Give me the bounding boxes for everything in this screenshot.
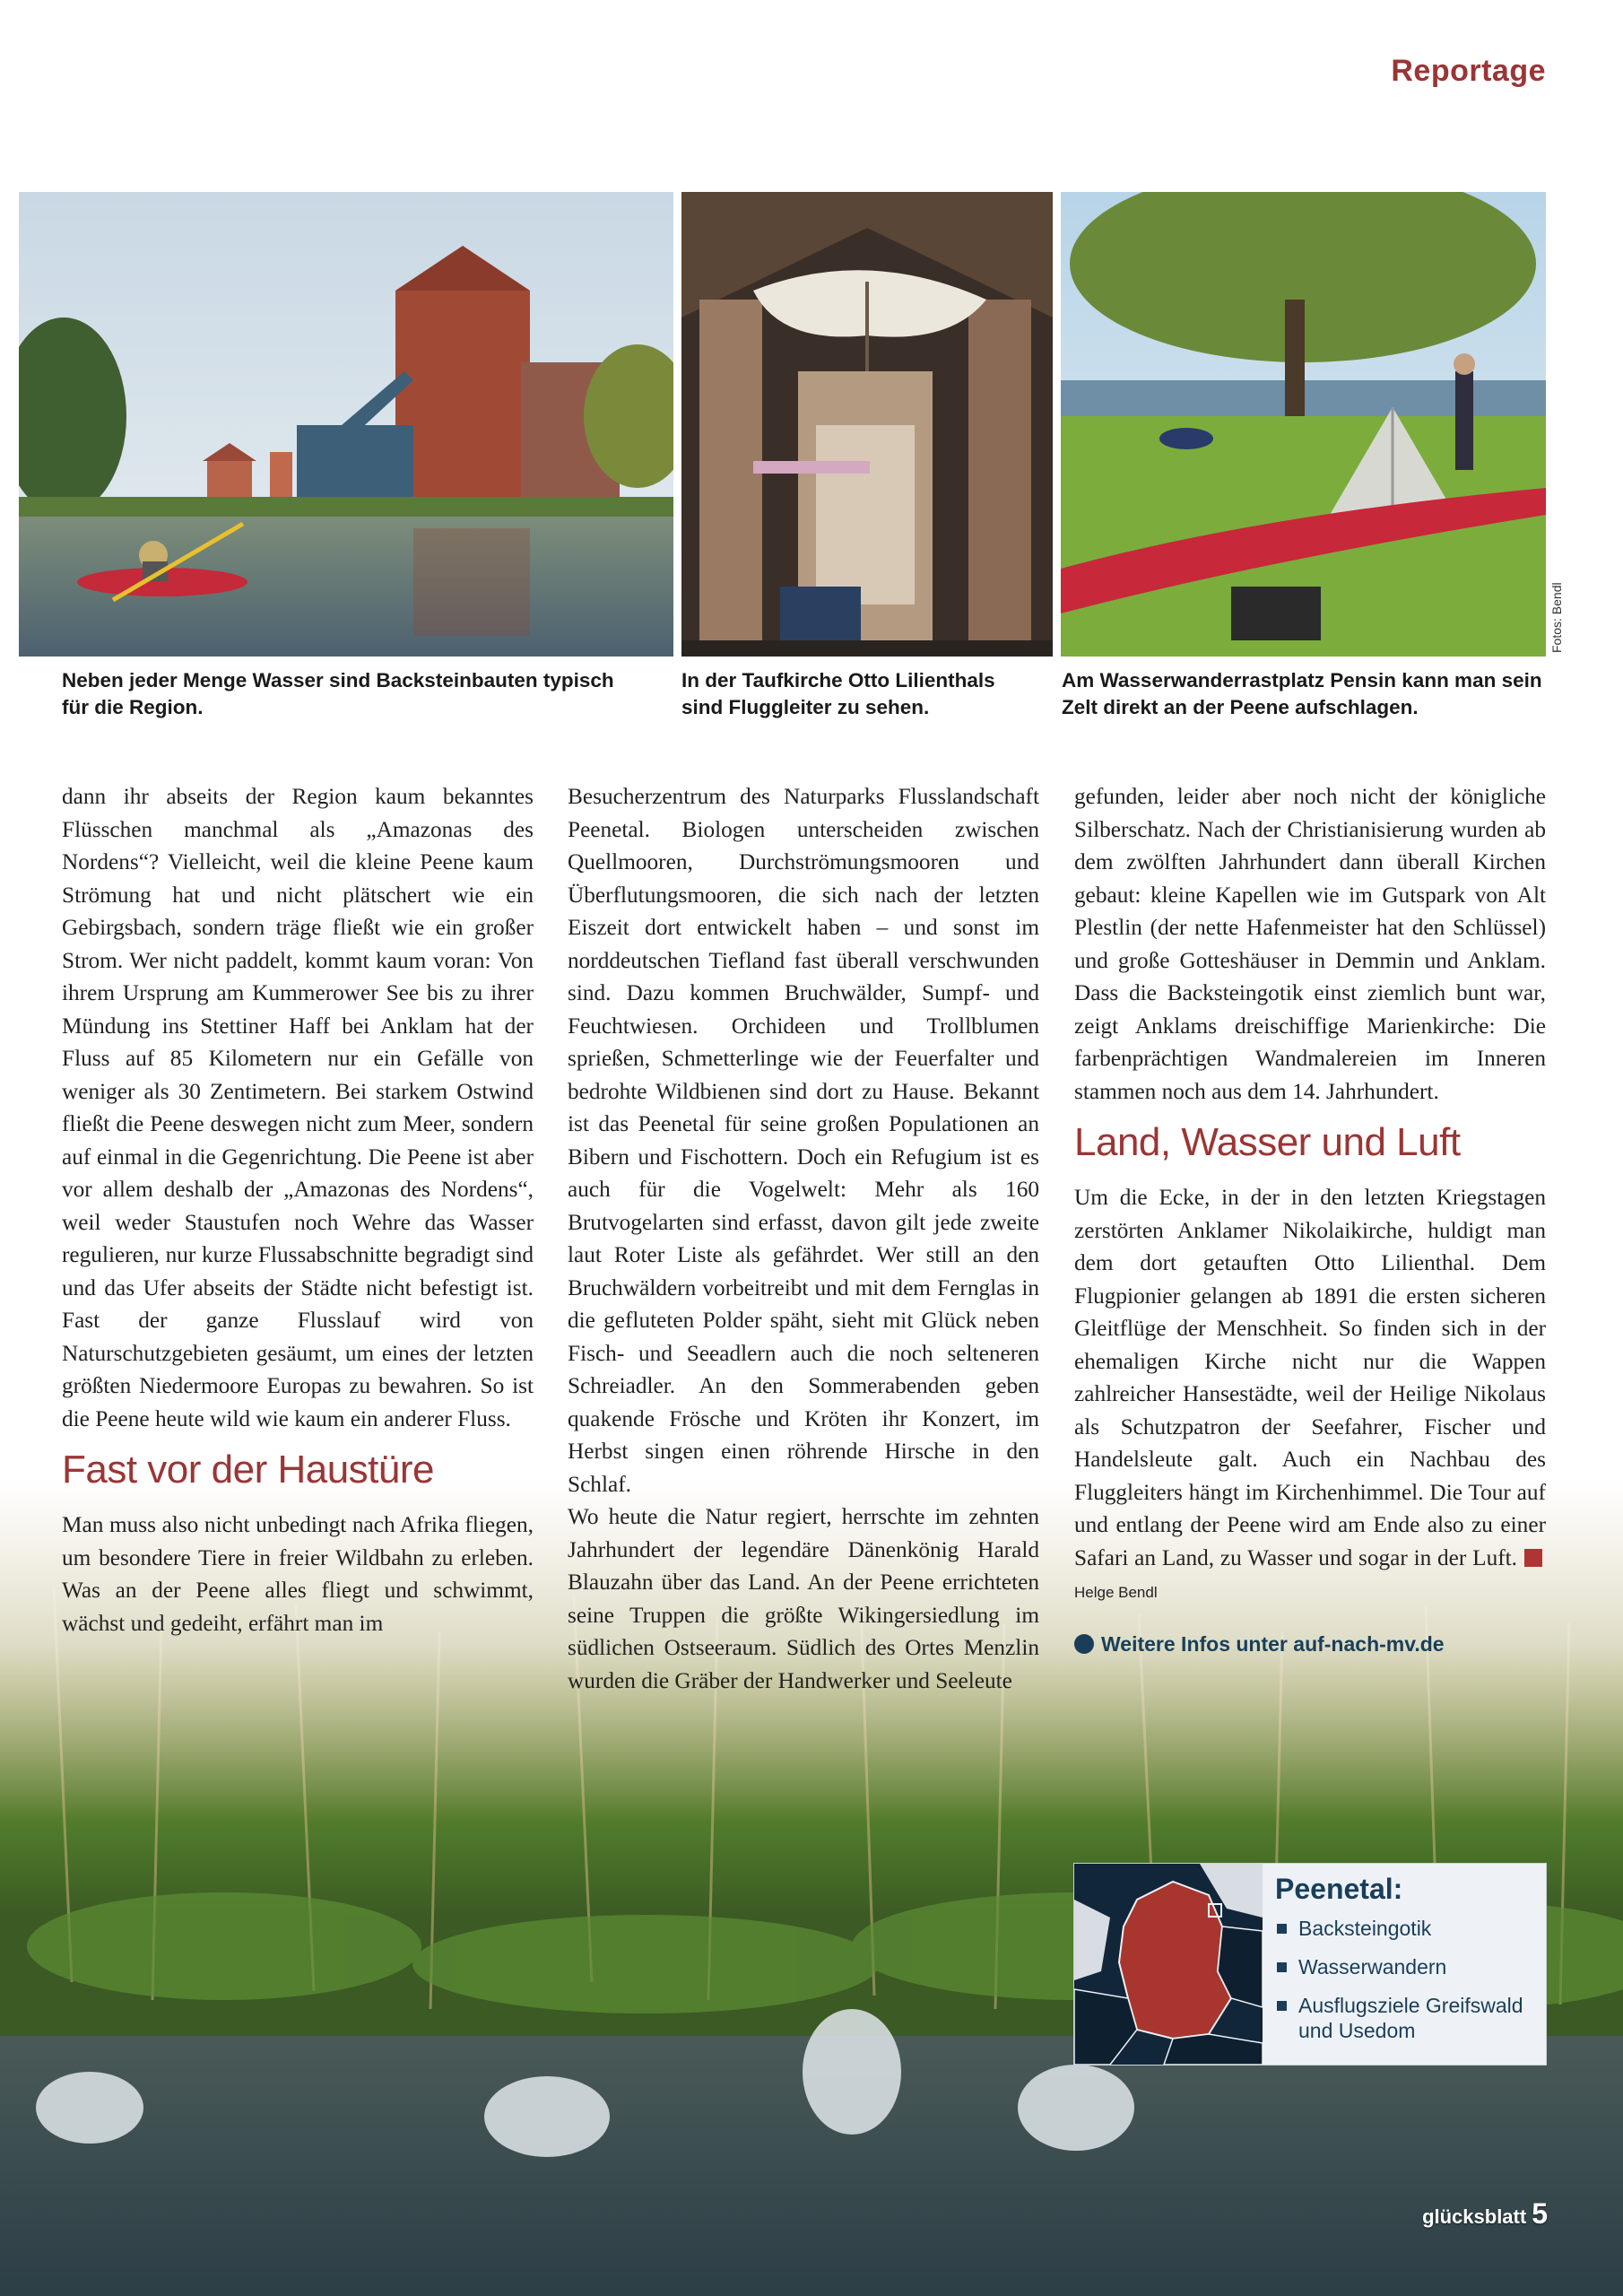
- infobox-item: Backsteingotik: [1277, 1916, 1546, 1941]
- info-link[interactable]: [1074, 1628, 1546, 1661]
- caption-church-glider: In der Taufkirche Otto Lilienthals sind Fluggleiter zu sehen.: [681, 669, 995, 718]
- photo-church-glider: [681, 192, 1053, 657]
- article-column-2: [568, 780, 1039, 1697]
- article-paragraph-final: [1074, 1181, 1546, 1610]
- article-paragraph: Man muss also nicht unbedingt nach Afrika fliegen, um besondere Tiere in freier Wildbahn zu erleben. Was an der Peene alles fliegt und schwimmt, wächst und gedeiht, erfährt man im: [62, 1512, 534, 1636]
- article-paragraph: Wo heute die Natur regiert, herrschte im zehnten Jahrhundert der legendäre Dänenkönig Harald Blauzahn über das Land. An der Peene errichteten seine Truppen die größte Wikingersiedlung im südlichen Ostseeraum. Südlich des Ortes Menzlin wurden die Gräber der Handwerker und Seeleute: [568, 1504, 1039, 1693]
- subheading-land-wasser-luft: Land, Wasser und Luft: [1074, 1120, 1461, 1164]
- infobox-peenetal: [1074, 1864, 1546, 2065]
- article-column-1: [62, 780, 534, 1639]
- photo-river-town: [19, 192, 673, 657]
- subheading-fast-vor-der-haustuere: Fast vor der Haustüre: [62, 1448, 434, 1492]
- germany-map-icon: [1074, 1864, 1263, 2065]
- article-paragraph: gefunden, leider aber noch nicht der königliche Silberschatz. Nach der Christianisierung wurden ab dem zwölften Jahrhundert dann überall Kirchen gebaut: kleine Kapellen wie im Gutspark von Alt Plestlin (der nette Hafenmeister hat den Schlüssel) und große Gotteshäuser in Demmin und Anklam. Dass die Backsteingotik einst ziemlich bunt war, zeigt Anklams dreischiffige Marienkirche: Die farbenprächtigen Wandmalereien im Inneren stammen noch aus dem 14. Jahrhundert.: [1074, 784, 1546, 1104]
- article-paragraph: Besucherzentrum des Naturparks Flusslandschaft Peenetal. Biologen unterscheiden zwischen Quellmooren, Durchströmungsmooren und Überflutungsmooren, die sich nach der letzten Eiszeit dort entwickelt haben – und sonst im norddeutschen Tiefland fast überall verschwunden sind. Dazu kommen Bruchwälder, Sumpf- und Feuchtwiesen. Orchideen und Trollblumen sprießen, Schmetterlinge wie der Feuerfalter und bedrohte Wildbienen sind dort zu Hause. Bekannt ist das Peenetal für seine großen Populationen an Bibern und Fischottern. Doch ein Refugium ist es auch für die Vogelwelt: Mehr als 160 Brutvogelarten sind erfasst, davon gilt jede zweite laut Roter Liste als gefährdet. Wer still an den Bruchwäldern vorbeitreibt und mit dem Fernglas in die gefluteten Polder späht, sieht mit Glück neben Fisch- und Seeadlern auch die noch selteneren Schreiadler. An den Sommerabenden geben quakende Frösche und Kröten ihr Konzert, im Herbst singen einen röhrende Hirsche in den Schlaf.: [568, 784, 1039, 1497]
- article-text: Um die Ecke, in der in den letzten Kriegstagen zerstörten Anklamer Nikolaikirche, huldigt man dem dort getauften Otto Lilienthal. Dem Flugpionier gelangen ab 1891 die ersten sicheren Gleitflüge der Menschheit. So finden sich in der ehemaligen Kirche nicht nur die Wappen zahlreicher Hansestädte, weil der Heilige Nikolaus als Schutzpatron der Seefahrer, Fischer und Handelsleute galt. Auch ein Nachbau des Fluggleiters hängt im Kirchenhimmel. Die Tour auf und entlang der Peene wird am Ende also zu einer Safari an Land, zu Wasser und sogar in der Luft.: [1074, 1185, 1546, 1570]
- caption-river-town: Neben jeder Menge Wasser sind Backsteinbauten typisch für die Region.: [62, 669, 614, 718]
- page-number: 5: [1532, 2197, 1548, 2230]
- author-name: Helge Bendl: [1074, 1584, 1158, 1601]
- infobox-item: Wasserwandern: [1277, 1954, 1546, 1979]
- infobox-list: [1277, 1916, 1546, 2057]
- photo-campsite-kayak: [1061, 192, 1546, 657]
- photo-credit: Fotos: Bendl: [1549, 582, 1564, 653]
- infobox-title: Peenetal:: [1275, 1873, 1403, 1905]
- bullet-dot-icon: [1074, 1634, 1094, 1654]
- section-label: Reportage: [1391, 54, 1546, 88]
- infobox-item: Ausflugsziele Greifswald und Usedom: [1277, 1993, 1546, 2043]
- article-column-3: [1074, 780, 1546, 1660]
- magazine-name: glücksblatt: [1422, 2205, 1527, 2228]
- caption-campsite-kayak: Am Wasserwanderrastplatz Pensin kann man sein Zelt direkt an der Peene aufschlagen.: [1062, 669, 1542, 718]
- end-mark-square-icon: [1524, 1549, 1542, 1567]
- info-link-text: Weitere Infos unter auf-nach-mv.de: [1101, 1631, 1445, 1656]
- page-footer: [1422, 2197, 1548, 2231]
- article-paragraph: dann ihr abseits der Region kaum bekanntes Flüsschen manchmal als „Amazonas des Nordens“? Vielleicht, weil die kleine Peene kaum Strömung hat und nicht plätschert wie ein Gebirgsbach, sondern träge fließt wie ein großer Strom. Wer nicht paddelt, kommt kaum voran: Von ihrem Ursprung am Kummerower See bis zu ihrer Mündung ins Stettiner Haff bei Anklam hat der Fluss auf 85 Kilometern nur ein Gefälle von weniger als 30 Zentimetern. Bei starkem Ostwind fließt die Peene deswegen nicht zum Meer, sondern auf einmal in die Gegenrichtung. Die Peene ist aber vor allem deshalb der „Amazonas des Nordens“, weil weder Staustufen noch Wehre das Wasser regulieren, nur kurze Flussabschnitte begradigt sind und das Ufer abseits der Städte nicht befestigt ist. Fast der ganze Flusslauf wird von Naturschutzgebieten gesäumt, um eines der letzten größten Niedermoore Europas zu bewahren. So ist die Peene heute wild wie kaum ein anderer Fluss.: [62, 784, 534, 1431]
